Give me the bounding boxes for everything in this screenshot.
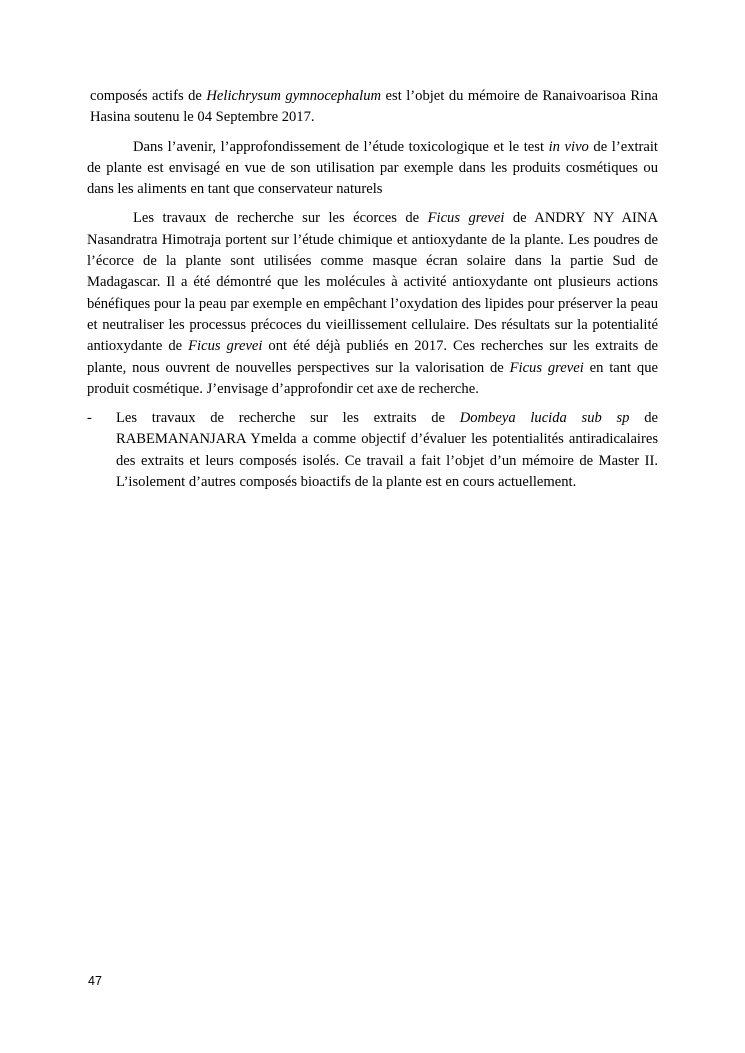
- scientific-term: in vivo: [548, 138, 589, 155]
- species-name: Helichrysum gymnocephalum: [206, 88, 382, 104]
- species-name: Dombeya lucida sub sp: [459, 410, 630, 427]
- page-number: 47: [88, 974, 102, 988]
- paragraph-text: Dans l’avenir, l’approfondissement de l’étude toxicologique et le test: [133, 138, 549, 155]
- paragraph-ficus-grevei: [87, 208, 658, 400]
- species-name: Ficus grevei: [427, 210, 505, 227]
- paragraph-text: Les travaux de recherche sur les extraits de: [116, 410, 460, 427]
- list-dash: -: [87, 410, 92, 427]
- paragraph-text: est l’objet du mémoire de Ranaivoarisoa Rina Hasina soutenu le 04 Septembre 2017.: [90, 88, 658, 126]
- paragraph-text: ont été déjà publiés en 2017. Ces recherches sur les extraits de plante, nous ouvrent de nouvelles perspectives sur la valorisation de: [87, 338, 658, 376]
- paragraph-helichrysum: [87, 86, 658, 129]
- paragraph-text: de RABEMANANJARA Ymelda a comme objectif d’évaluer les potentialités antiradicalaires des extraits et leurs composés isolés. Ce travail a fait l’objet d’un mémoire de Master II. L’isolement d’autres composés bioactifs de la plante est en cours actuellement.: [116, 410, 658, 491]
- species-name: Ficus grevei: [188, 338, 263, 355]
- paragraph-text: en tant que produit cosmétique. J’envisage d’approfondir cet axe de recherche.: [87, 359, 658, 397]
- paragraph-text: composés actifs de: [90, 88, 207, 104]
- species-name: Ficus grevei: [509, 359, 584, 376]
- paragraph-text: Les travaux de recherche sur les écorces de: [133, 210, 428, 227]
- document-page-content: [87, 86, 658, 493]
- paragraph-text: de ANDRY NY AINA Nasandratra Himotraja portent sur l’étude chimique et antioxydante de la plante. Les poudres de l’écorce de la plante sont utilisées comme masque écran solaire dans la partie Sud de Madagascar. Il a été démontré que les molécules à activité antioxydante ont plusieurs actions bénéfiques pour la peau par exemple en empêchant l’oxydation des lipides pour préserver la peau et neutraliser les processus précoces du vieillissement cellulaire. Des résultats sur la potentialité antioxydante de: [87, 210, 658, 355]
- list-item-dombeya: [87, 408, 658, 493]
- paragraph-text: de l’extrait de plante est envisagé en vue de son utilisation par exemple dans les produits cosmétiques ou dans les aliments en tant que conservateur naturels: [87, 138, 658, 198]
- list-item-text: [116, 408, 658, 493]
- paragraph-future-study: [87, 137, 658, 201]
